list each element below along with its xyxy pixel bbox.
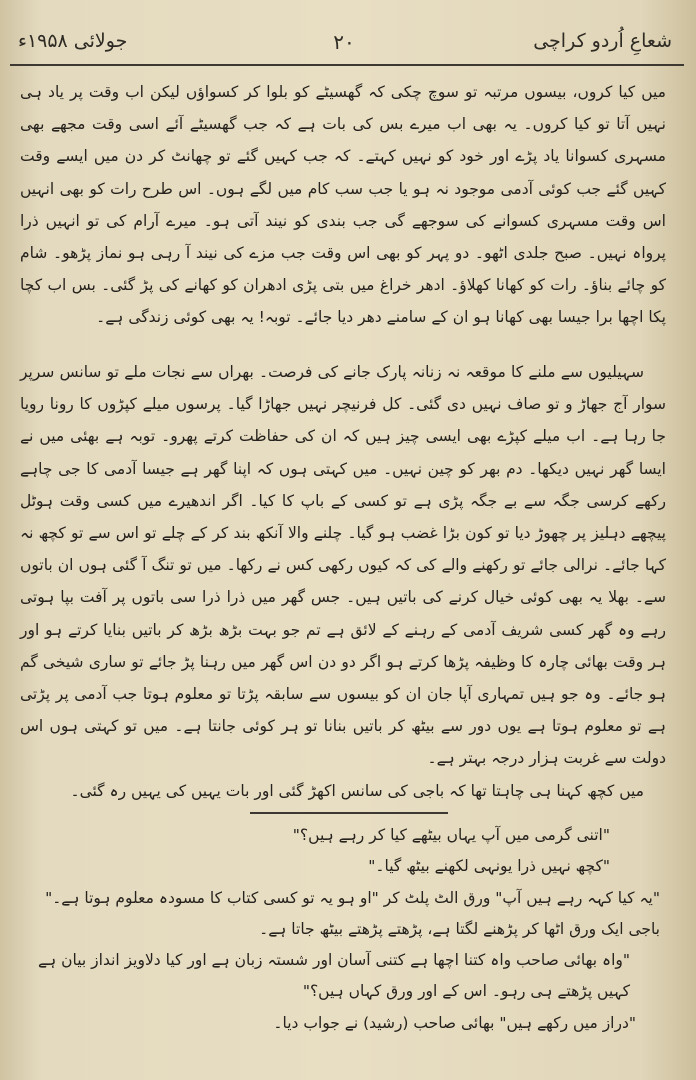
- issue-date: جولائی ۱۹۵۸ء: [18, 30, 128, 52]
- dialogue-line: "یہ کیا کہہ رہے ہیں آپ" ورق الٹ پلٹ کر "او ہو یہ تو کسی کتاب کا مسودہ معلوم ہوتا ہے۔": [45, 888, 660, 907]
- body-paragraph-2: [20, 356, 666, 807]
- page-number: ۲۰: [333, 30, 355, 54]
- page-header: [10, 18, 678, 62]
- dialogue-line: "اتنی گرمی میں آپ یہاں بیٹھے کیا کر رہے ہیں؟": [292, 826, 610, 844]
- section-divider: [250, 812, 448, 814]
- body-paragraph-1: [20, 76, 666, 334]
- dialogue-line: "کچھ نہیں ذرا یونہی لکھنے بیٹھ گیا۔": [368, 857, 610, 876]
- dialogue-line: "دراز میں رکھے ہیں" بھائی صاحب (رشید) نے جواب دیا۔: [273, 1013, 636, 1032]
- paragraph-text: میں کیا کروں، بیسوں مرتبہ تو سوچ چکی کہ گھسیٹے کو بلوا کر کسواؤں لیکن اب وقت پر یاد ہی نہیں آتا تو کیا کروں۔ یہ بھی اب میرے بس کی بات ہے کہ جب گھسیٹے آئے اسی وقت مجھے بھی مسہری کسوانا یاد پڑے اور خود کو نہیں کہتے۔ کہ جب کہیں گئے تو چھانٹ کر دن میں ایسے وقت کہیں گئے جب کوئی آدمی موجود نہ ہو یا جب سب کام میں لگے ہوں۔ اس طرح رات کو بھی انہیں اس وقت مسہری کسوانے کی سوجھے گی جب بندی کو نیند آتی ہو۔ میرے آرام کی تو انہیں ذرا پرواہ نہیں۔ صبح جلدی اٹھو۔ دو پہر کو بھی اس وقت جب مزے کی نیند آ رہی ہو نماز پڑھو۔ شام کو چائے بناؤ۔ رات کو کھانا کھلاؤ۔ ادھر خراغ میں بتی پڑی ادھران کو کھانے کی پڑ گئی۔ بس اب کچا پکا اچھا برا جیسا بھی کھانا ہو ان کے سامنے دھر دیا جائے۔ توبہ! یہ بھی کوئی زندگی ہے۔: [20, 83, 666, 327]
- paragraph-text: میں کچھ کہنا ہی چاہتا تھا کہ باجی کی سانس اکھڑ گئی اور بات یہیں کی یہیں رہ گئی۔: [70, 781, 644, 800]
- dialogue-line: باجی ایک ورق اٹھا کر پڑھنے لگتا ہے، پڑھتے پڑھتے بیٹھ جاتا ہے۔: [259, 919, 660, 938]
- paragraph-text: سہیلیوں سے ملنے کا موقعہ نہ زنانہ پارک جانے کی فرصت۔ بھراں سے نجات ملے تو سانس سرپر سوار آج جھاڑ و تو صاف نہیں دی گئی۔ کل فرنیچر نہیں جھاڑا گیا۔ پرسوں میلے کپڑوں کا رونا رویا جا رہا ہے۔ اب میلے کپڑے بھی ایسی چیز ہیں کہ ان کی حفاظت کرتے پھرو۔ توبہ ہے بھئی میں نے ایسا گھر نہیں دیکھا۔ دم بھر کو چین نہیں۔ میں کہتی ہوں کہ اپنا گھر ہے جیسا آدمی کا جی چاہے رکھے کرسی جگہ سے بے جگہ پڑی ہے تو کسی کے باپ کا کیا۔ اگر اندھیرے میں کسی وقت ہوٹل پیچھے دہلیز پر چھوڑ دیا تو کون بڑا غضب ہو گیا۔ چلنے والا آنکھ بند کر کے چلے تو اس سے تو کچھ نہ کہا جائے۔ نرالی جائے تو رکھنے والے کی کہ کیوں رکھی کس نے رکھا۔ میں تو تنگ آ گئی ہوں ان باتوں سے۔ بھلا یہ بھی کوئی خیال کرنے کی باتیں ہیں۔ جس گھر میں ذرا ذرا سی باتوں پر آفت بپا ہوتی رہے وہ گھر کسی شریف آدمی کے رہنے کے لائق ہے تم جو بہت بڑھ بڑھ کر باتیں بنایا کرتے ہو اور ہر وقت بھائی چارہ کا وظیفہ پڑھا کرتے ہو اگر دو دن اس گھر میں رہنا پڑ جائے تو ساری شیخی گم ہو جائے۔ وہ جو ہیں تمہاری آپا جان ان کو بیسوں سے سابقہ پڑتا تو معلوم ہوتا جب آدمی پر پڑتی ہے تو معلوم ہوتا ہے یوں دور سے بیٹھ کر باتیں بنانا تو ہر کوئی جانتا ہے۔ میں تو کہتی ہوں اس دولت سے غربت ہزار درجہ بہتر ہے۔: [20, 363, 666, 768]
- dialogue-block: [14, 820, 660, 1039]
- dialogue-line: "واہ بھائی صاحب واہ کتنا اچھا ہے کتنی آسان اور شستہ زبان ہے اور کیا دلاویز انداز بیان ہے کہیں پڑھتے ہی رہو۔ اس کے اور ورق کہاں ہیں؟": [38, 951, 630, 1001]
- journal-title: شعاعِ اُردو کراچی: [533, 30, 672, 52]
- header-divider: [10, 64, 684, 66]
